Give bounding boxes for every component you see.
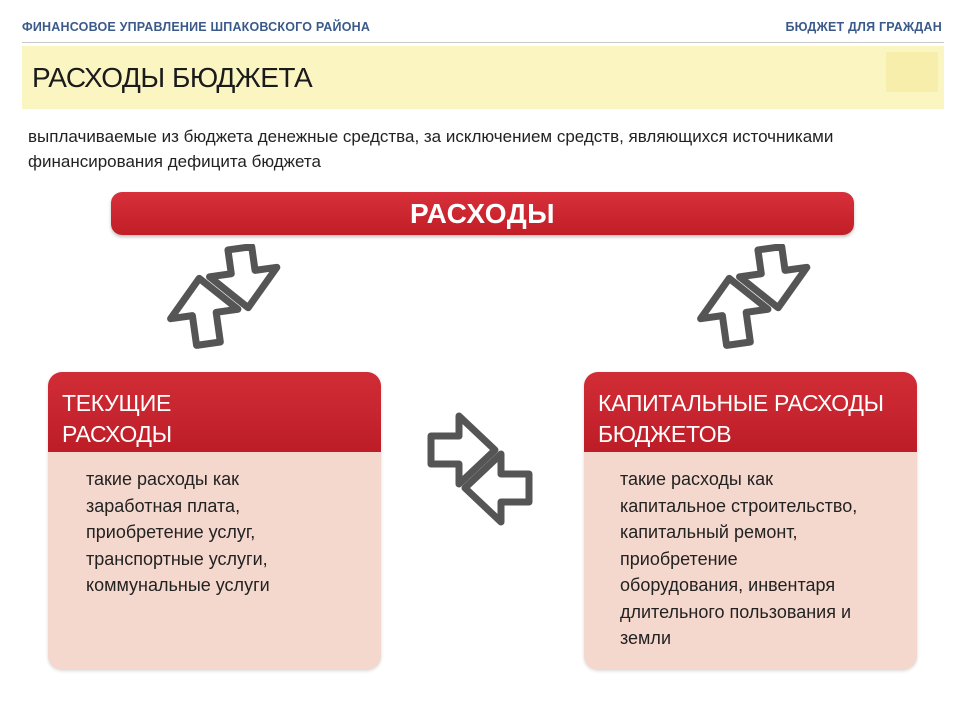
card-body-line: заработная плата,: [86, 495, 241, 516]
card-body-line: капитальный ремонт,: [620, 522, 798, 542]
card-title-line: ТЕКУЩИЕ: [62, 390, 171, 416]
card-body: [86, 466, 270, 599]
header-divider: [22, 42, 944, 43]
card-header: [584, 372, 917, 452]
capital-expenses-card: [584, 372, 917, 670]
card-title-line: КАПИТАЛЬНЫЕ РАСХОДЫ: [598, 390, 884, 416]
card-title-line: БЮДЖЕТОВ: [598, 421, 732, 447]
card-body-line: такие расходы как: [86, 469, 240, 489]
card-body-line: такие расходы как: [620, 469, 774, 489]
header: [0, 0, 960, 44]
card-title: [598, 388, 913, 450]
organization-name: ФИНАНСОВОЕ УПРАВЛЕНИЕ ШПАКОВСКОГО РАЙОНА: [22, 20, 371, 34]
card-body-line: капитальное строительство,: [620, 495, 858, 516]
card-body-line: длительного пользования и: [620, 601, 852, 622]
expenses-banner: [111, 192, 854, 235]
banner-label: РАСХОДЫ: [409, 198, 556, 229]
definition-text: выплачиваемые из бюджета денежные средства, за исключением средств, являющихся источниками финансирования дефицита бюджета: [28, 127, 834, 171]
card-body-line: оборудования, инвентаря: [620, 575, 836, 595]
up-down-arrows-icon-right: [694, 244, 819, 352]
left-right-arrows-icon: [425, 408, 535, 530]
card-body-line: транспортные услуги,: [86, 548, 268, 569]
card-body-line: приобретение услуг,: [86, 522, 256, 542]
card-title-line: РАСХОДЫ: [62, 421, 172, 447]
up-down-arrows-icon-left: [164, 244, 289, 352]
title-band: [22, 46, 944, 109]
card-body-line: коммунальные услуги: [86, 575, 270, 595]
card-title: [62, 388, 377, 450]
header-tagline: БЮДЖЕТ ДЛЯ ГРАЖДАН: [785, 20, 942, 34]
current-expenses-card: [48, 372, 381, 670]
card-body: [620, 466, 857, 652]
decorative-square: [886, 52, 938, 92]
card-body-line: земли: [620, 628, 671, 648]
card-header: [48, 372, 381, 452]
card-body-line: приобретение: [620, 548, 738, 569]
page-title: РАСХОДЫ БЮДЖЕТА: [32, 62, 313, 93]
